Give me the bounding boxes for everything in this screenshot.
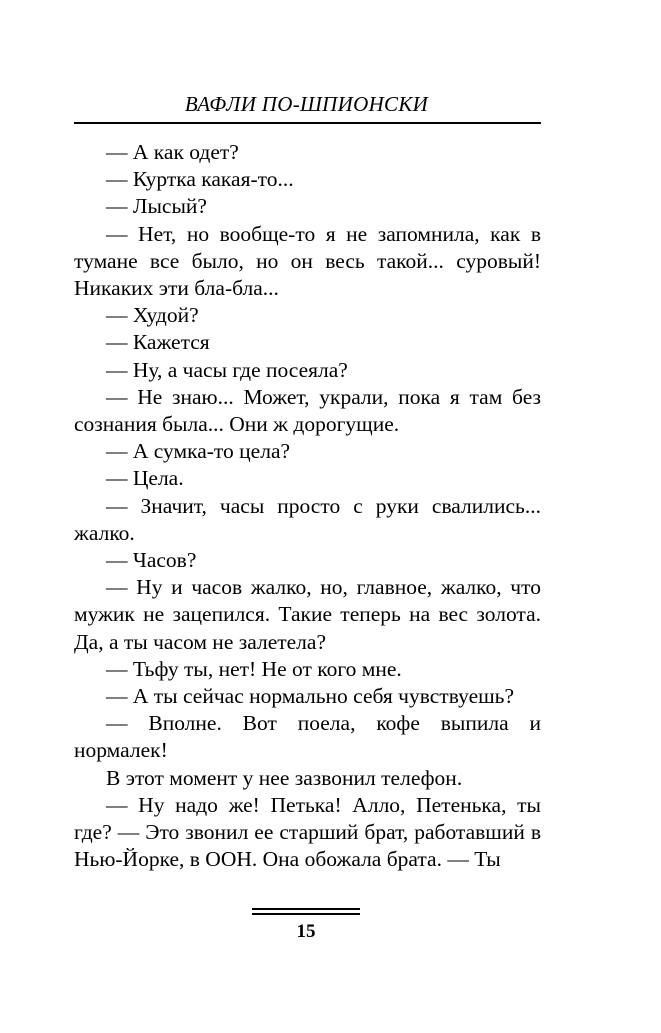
paragraph: — Цела. [106, 466, 184, 491]
header-rule [74, 122, 541, 124]
paragraph: — А сумка-то цела? [106, 439, 291, 464]
paragraph: — Ну и часов жалко, но, главное, жалко, что мужик не зацепился. Такие теперь на вес золота. Да, а ты часом не залетела? [74, 575, 541, 654]
paragraph: — Часов? [106, 548, 197, 573]
body-text [74, 139, 541, 873]
paragraph: В этот момент у нее зазвонил телефон. [106, 765, 463, 790]
paragraph: — Ну надо же! Петька! Алло, Петенька, ты где? — Это звонил ее старший брат, работавший в Нью-Йорке, в ООН. Она обожала брата. — Ты [74, 792, 541, 872]
paragraph: — А ты сейчас нормально себя чувствуешь? [106, 684, 515, 709]
running-head-title: ВАФЛИ ПО-ШПИОНСКИ [184, 92, 429, 116]
footer-rule-top [252, 908, 360, 910]
paragraph: — Не знаю... Может, украли, пока я там без сознания была... Они ж дорогущие. [74, 384, 541, 437]
paragraph: — Лысый? [106, 194, 207, 219]
paragraph: — Ну, а часы где посеяла? [106, 357, 348, 382]
paragraph: — Кажется [106, 330, 210, 355]
paragraph: — Куртка какая-то... [106, 167, 294, 192]
paragraph: — Значит, часы просто с руки свалились... жалко. [74, 493, 541, 545]
page-number: 15 [296, 921, 316, 942]
paragraph: — Худой? [106, 303, 199, 328]
footer-rule-bottom [252, 913, 360, 915]
paragraph: — А как одет? [106, 140, 239, 164]
paragraph: — Нет, но вообще-то я не запомнила, как в тумане все было, но он весь такой... суровый! Никаких эти бла-бла... [74, 221, 541, 301]
paragraph: — Вполне. Вот поела, кофе выпила и нормалек! [74, 711, 541, 763]
paragraph: — Тьфу ты, нет! Не от кого мне. [106, 656, 402, 681]
